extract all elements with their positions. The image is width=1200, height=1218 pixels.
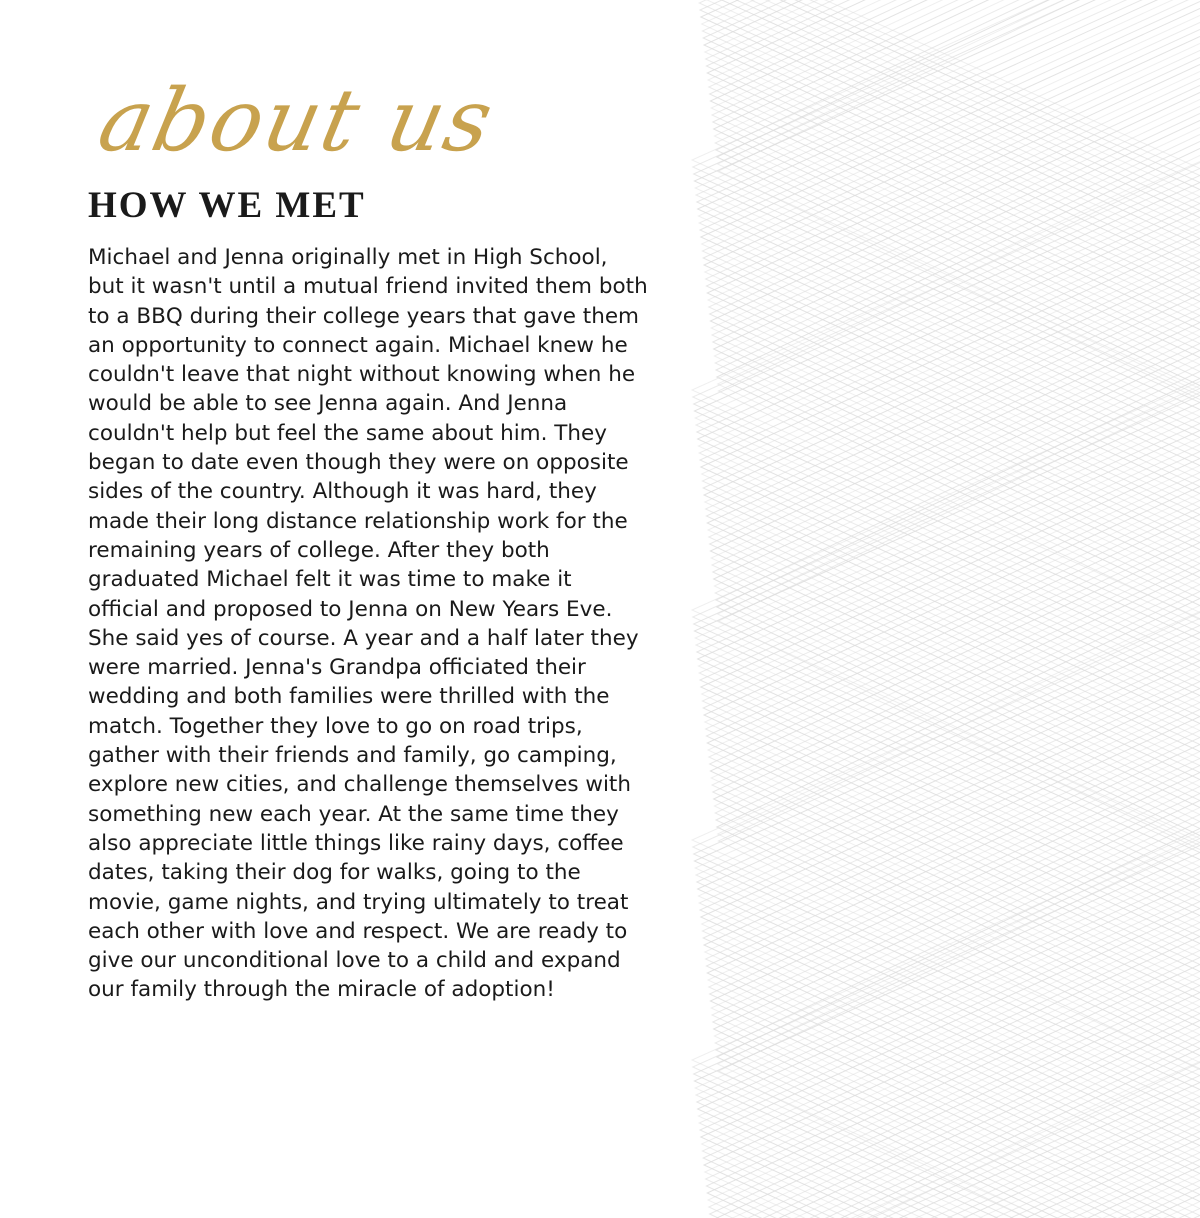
chevron-line bbox=[693, 388, 1200, 845]
chevron-line bbox=[714, 0, 1200, 358]
chevron-line bbox=[692, 381, 1200, 838]
script-title: about us bbox=[90, 71, 503, 171]
story-paragraph: Michael and Jenna originally met in High School, but it wasn't until a mutual friend invited them both to a BBQ during their college years that gave them an opportunity to connect again. Michael knew he couldn't leave that night without knowing when he would be able to see Jenna again. And Jenna couldn't help but feel the same about him. They began to date even though they were on opposite sides of the country. Although it was hard, they made their long distance relationship work for the remaining years of college. After they both graduated Michael felt it was time to make it official and proposed to Jenna on New Years Eve. She said yes of course. A year and a half later they were married. Jenna's Grandpa officiated their wedding and both families were thrilled with the match. Together they love to go on road trips, gather with their friends and family, go camping, explore new cities, and challenge themselves with something new each year. At the same time they also appreciate little things like rainy days, coffee dates, taking their dog for walks, going to the movie, game nights, and trying ultimately to treat each other with love and respect. We are ready to give our unconditional love to a child and expand our family through the miracle of adoption! bbox=[88, 245, 648, 1003]
chevron-line bbox=[697, 0, 1200, 211]
chevron-line bbox=[695, 409, 1200, 866]
section-heading: HOW WE MET bbox=[88, 185, 366, 226]
chevron-line bbox=[694, 402, 1200, 859]
chevron-pattern bbox=[680, 0, 1200, 1218]
chevron-line bbox=[694, 395, 1200, 852]
